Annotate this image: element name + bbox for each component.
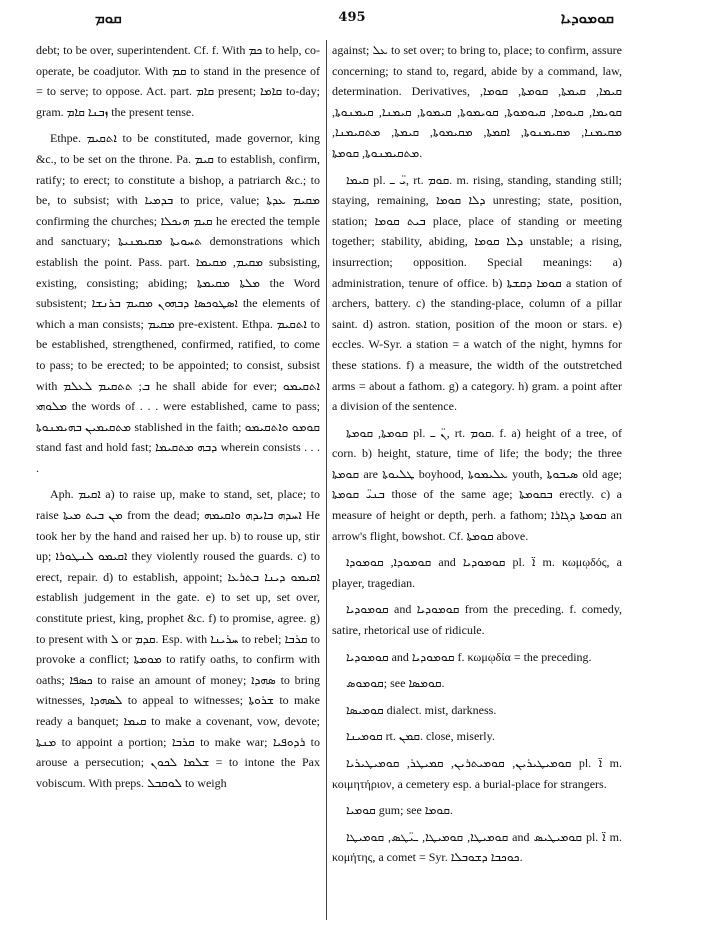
entry-qawmta: ܩܘܡܬܐ, ܩܘܡܬܐ pl. ܢ̈ ـ, rt. ܩܘܡ. f. a) height of a tree, of corn. b) height, stature, time of life; the body; the three ܩܘܡܬܐ are ܛܠܝܘܬܐ boyhood, ܥܠܝܡܘܬܐ youth, ܣܝܒܘܬܐ old age; ܒܢܝ̈ ܩܘܡܬܐ those of the same age; ܒܩܘܡܬܐ erectly. c) a measure of height or depth, perh. a fathom; ܩܘܡܬܐ ܕܓܐܪܐ an arrow's flight, bowshot. Cf. ܩܘܡܬܐ above. [332, 425, 622, 543]
entry-continuation: debt; to be over, superintendent. Cf. f. With ܟܡ to help, co-operate, be coadjutor. With ܩܡ to stand in the presence of = to serve; to oppose. Act. part. ܩܐܡ present; ܩܐܡܐ to-day; gram. ܙܒܢܐ ܩܐܡ the present tense. [36, 43, 320, 119]
entry-qyama: ܩܝܡܐ pl. ܝ̈ ـ, rt. ܩܘܡ. m. rising, standing, standing still; staying, remaining, ܕܠܐ ܩܘܡܐ unresting; state, position, station; ܒܝܬ ܩܘܡܐ place, place of standing or meeting together; stability, abiding, ܕܠܐ ܩܘܡܐ unstable; a rising, insurrection; opposition. Special meanings: a) administration, tenure of office. b) ܩܘܡܐ ܕܩܫܬܐ a station of archers, battery. c) the standing-place, column of a pillar saint. d) astron. station, position of the moon or stars. e) eccles. W-Syr. a station = a watch of the night, hymns for these stations. f) a measure, the width of the outstretched arms = about a fathom. g) a category. h) gram. a point after a division of the sentence. [332, 172, 622, 414]
entry-miserly: ܩܘܡܝܢܐ rt. ܩܡܢ. close, miserly. [346, 729, 495, 744]
entry-comedy: ܩܘܡܘܕܝܐ and ܩܘܡܘܕܝܐ from the preceding. f. comedy, satire, rhetorical use of ridicule. [332, 602, 622, 638]
entry-mist: ܩܘܡܝܣܐ dialect. mist, darkness. [346, 702, 497, 717]
header-right-word: ܩܘܡܘܕܝܐ [560, 9, 614, 27]
entry-aph: Aph. ܐܩܝܡ a) to raise up, make to stand, set, place; to raise ܡܢ ܒܝܬ ܡܝܬܐ from the dead; ܐܚܕܗ ܒܐܝܕܗ ܘܐܩܝܡܗ He took her by the hand and raised her up. b) to rouse up, stir up; ܐܩܝܡܘ ܠܢܛܘܪܐ they violently roused the guards. c) to erect, repair. d) to establish, appoint; ܐܩܝܡܘ ܕܝܢܐ ܒܬܪܥܐ establish judgement in the gate. e) to set up, set over, constitute priest, king, prophet &c. f) to promise, agree. g) to present with ܠ or ܩܕܡ. Esp. with ܚܪܝܢܐ to rebel; ܩܪܒܐ to provoke a conflict; ܡܘܡܬܐ to ratify oaths, to confirm with oaths; ܟܣܦܐ to raise an amount of money; ܣܗܕܐ to bring witnesses, ܠܣܗܕܐ to appeal to witnesses; ܫܪܘܬܐ to make ready a banquet; ܩܝܡܐ to make a covenant, vow, devote; ܡܢܬܐ to appoint a portion; ܩܪܒܐ to make war; ܪܕܘܦܝܐ to arouse a persecution; ܫܠܡܐ ܠܟܘܢ = to intone the Pax vobiscum. With preps. ܠܘܩܒܠ to weigh [36, 487, 320, 790]
entry-derivatives: against; ܥܠ to set over; to bring to, place; to confirm, assure concerning; to stand to, regard, abide by a command, law, determination. Derivatives, ܩܝܡܐ, ܩܝܡܬܐ, ܩܘܡܬܐ, ܩܘܡܐ, ܩܘܝܡܐ, ܩܝܘܡܐ, ܩܝܘܡܘܬܐ, ܩܘܝܡܘܬܐ, ܩܝܡܘܬܐ, ܩܝܡܢܐ, ܩܝܡܢܘܬܐ, ܡܩܝܡܢܐ, ܡܩܝܡܢܘܬܐ, ܐܩܡܬܐ, ܡܩܝܡܘܬܐ, ܩܝܡܬܐ, ܡܬܩܝܡܢܐ, ܡܬܩܝܡܢܘܬܐ, ܩܘܡܬܐ. [332, 43, 622, 160]
left-column [36, 40, 320, 930]
entry-cemetery: ܩܘܡܝܛܝܪܝܢ, ܩܘܡܝܬܪܝܢ, ܩܡܝܛܪ, ܩܘܡܝܛܝܪܝܐ pl. ܐ̈ m. κοιμητήριον, a cemetery esp. a burial-place for strangers. [332, 756, 622, 791]
column-divider [326, 40, 327, 920]
header-left-word: ܩܘܡ [95, 9, 122, 27]
entry-ethpe: Ethpe. ܐܬܩܝܡ to be constituted, made governor, king &c., to be set on the throne. Pa. ܩܝܡ to establish, confirm, ratify; to erect; to constitute a bishop, a patriarch &c.; to be, to subsist; with ܒܕܡܝܐ to price, value; ܡܩܝܡ ܥܕܬܐ confirming the churches; ܩܝܡ ܗܝܟܠܐ he erected the temple and sanctuary; ܬܚܘܝܬܐ ܡܩܝܡܢܝܬܐ demonstrations which establish the point. Pass. part. ܡܩܝܡ, ܡܩܝܡܐ subsisting, existing, consisting; abiding; ܡܠܬܐ ܡܩܝܡܬܐ the Word subsistent; ܐܣܛܘܟܣܐ ܕܒܗܘܢ ܡܩܝܡ ܒܪܢܫܐ the elements of which a man consists; ܡܩܝܡ pre-existent. Ethpa. ܐܬܩܝܡ to be established, strengthened, confirmed, ratified, to come to pass; to be erected; to be appointed; to consist, subsist with ܒ; ܬܬܩܝܡ ܠܥܠܡ he shall abide for ever; ܐܬܩܝܡܘ ܡܠܘܗܝ the words of . . . were established, came to pass; ܡܬܩܝܡܝܢ ܒܗܝܡܢܘܬܐ stablished in the faith; ܩܘܡܘ ܘܐܬܩܝܡܘ stand fast and hold fast; ܕܒܗ ܡܬܩܝܡܐ wherein consists . . . . [36, 131, 320, 475]
entry-gum: ܩܘܡܝܐ gum; see ܩܘܡܐ. [346, 803, 453, 818]
page-number: 495 [338, 10, 366, 25]
running-header [40, 6, 664, 32]
entry-komodos: ܩܘܡܘܕܐ, ܩܘܡܘܕܐ and ܩܘܡܘܕܝܐ pl. ܐ̈ m. κωμῳδός, a player, tragedian. [332, 555, 622, 590]
entry-qomos: ܩܘܡܘܣ; see ܩܘܡܣܐ. [346, 676, 445, 691]
entry-komodia: ܩܘܡܘܕܝܐ and ܩܘܡܘܕܝܐ f. κωμῳδία = the preceding. [346, 649, 592, 664]
right-column [332, 40, 622, 930]
entry-comet: ܩܘܡܝܛܐ, ܩܘܡܝܛܐ, ـ̈ܝܛܣ, ܩܘܡܝܛܐ and ܩܘܡܝܛܝܣ pl. ܐ̈ m. κομήτης, a comet = Syr. ܟܘܟܒܐ ܕܫܘܒܠܐ. [332, 829, 622, 865]
